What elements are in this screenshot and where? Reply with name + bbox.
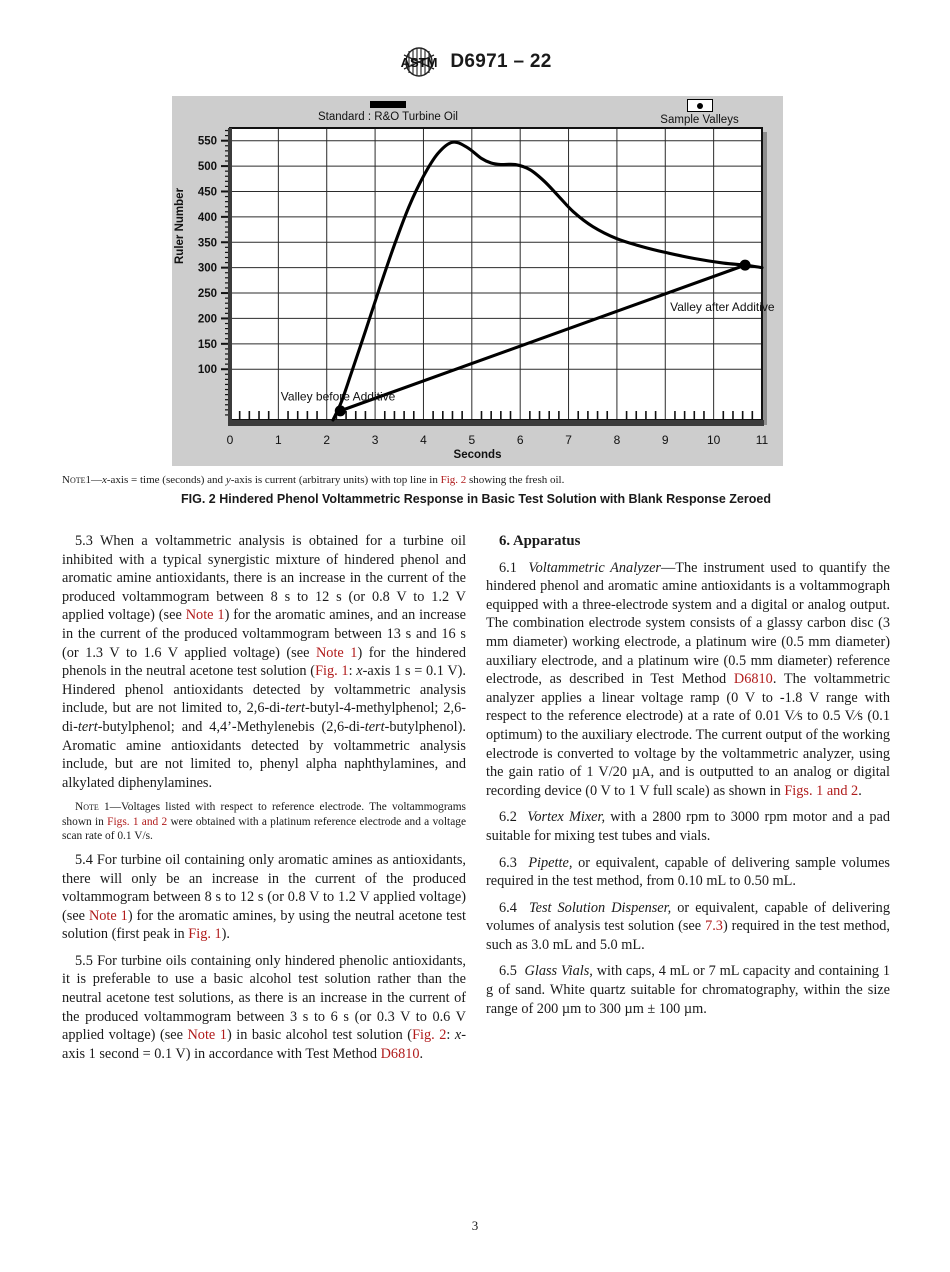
svg-text:11: 11 xyxy=(755,433,769,447)
p64-t1: or equivalent, capable of delivering volumes of analysis test solution (see xyxy=(486,899,890,935)
p53-i3: tert xyxy=(77,718,98,735)
page-number: 3 xyxy=(471,1218,479,1233)
p55-t1: For turbine oils containing only hindered phenolic antioxidants, it is preferable to use a basic alcohol test solution rather than the neutral acetone test solutions, as there is an increase in the current of the produced voltammogram between 3 s to 6 s (or 0.3 V to 0.6 V applied voltage) (see xyxy=(62,952,466,1044)
paragraph-6-4 xyxy=(486,899,890,955)
p55-ref-d6810[interactable]: D6810 xyxy=(380,1045,420,1062)
figure-title: FIG. 2 Hindered Phenol Voltammetric Response in Basic Test Solution with Blank Response Zeroed xyxy=(181,492,771,506)
p55-t4: -axis 1 second = 0.1 V) in accordance with Test Method xyxy=(62,1027,467,1062)
para-number-6-2: 6.2 xyxy=(499,809,517,826)
astm-logo-icon xyxy=(398,46,440,78)
p54-t3: ). xyxy=(221,926,230,943)
legend-label-sample-valleys: Sample Valleys xyxy=(660,114,739,126)
p53-t4: : xyxy=(348,663,357,680)
p61-ref-figs12[interactable]: Figs. 1 and 2 xyxy=(784,782,859,799)
p53-i4: tert xyxy=(364,718,385,735)
p55-t5: . xyxy=(419,1045,424,1062)
svg-text:5: 5 xyxy=(468,433,476,447)
p65-title: Glass Vials, xyxy=(524,963,593,980)
p63-t1: or equivalent, capable of delivering sample volumes required in the test method, from 0.10 mL to 0.50 mL. xyxy=(486,854,890,890)
paragraph-5-5 xyxy=(62,952,466,1064)
p61-t2: . The voltammetric analyzer applies a linear voltage ramp (0 V to -1.8 V range with respect to the reference electrode) at a rate of 0.01 V⁄s to 0.5 V⁄s (0.1 optimum) to the auxiliary electrode. The current output of the working electrode is converted to voltage by the voltammetric analyzer, using the gain ratio of 1 V/20 µA, and is outputted to an analog or digital recording device (0 V to 1 V full scale) as shown in xyxy=(486,671,891,799)
svg-text:10: 10 xyxy=(706,433,721,447)
para-number-6-3: 6.3 xyxy=(499,854,517,871)
svg-text:200: 200 xyxy=(197,313,217,326)
note1-label: Note xyxy=(75,801,99,814)
svg-text:550: 550 xyxy=(197,135,217,148)
svg-text:Valley after Additive: Valley after Additive xyxy=(670,299,775,314)
paragraph-5-4 xyxy=(62,851,466,944)
page-header xyxy=(0,46,950,78)
chart-x-axis-label: Seconds xyxy=(453,449,502,461)
figure-note-t1: 1— xyxy=(85,474,102,486)
p53-i2: tert xyxy=(285,700,305,717)
svg-text:1: 1 xyxy=(275,433,282,447)
p53-t2: ) for the aromatic amines, and an increase in the current of the produced voltammogram between 13 s and 16 s (or 1.3 V to 1.6 V applied voltage) (see xyxy=(62,607,467,661)
p64-t2: ) required in the test method, such as 3.0 mL and 5.0 mL. xyxy=(486,918,890,953)
p61-ref-d6810[interactable]: D6810 xyxy=(733,671,773,688)
paragraph-5-3 xyxy=(62,532,466,792)
chart-y-axis-label: Ruler Number xyxy=(174,187,186,264)
figure-2-chart xyxy=(172,96,783,466)
p53-t7: -butylphenol; and 4,4’-Methylenebis (2,6-di- xyxy=(97,718,365,735)
paragraph-6-5 xyxy=(486,962,890,1018)
note-1-left xyxy=(62,800,466,843)
figure-note-prefix: Note xyxy=(62,474,86,486)
p54-t1: For turbine oil containing only aromatic amines as antioxidants, there will only be an increase in the current of the produced voltammogram between 8 s to 12 s (or 0.8 V to 1.2 V applied voltage) (see xyxy=(62,851,466,924)
svg-text:8: 8 xyxy=(613,433,621,447)
p53-t5: -axis 1 s = 0.1 V). Hindered phenol antioxidants detected by voltammetric analysis include, but are not limited to, 2,6-di- xyxy=(62,663,467,717)
p61-t3: . xyxy=(858,782,862,799)
svg-text:100: 100 xyxy=(197,364,217,377)
paragraph-6-2 xyxy=(486,808,890,845)
chart-plot-svg xyxy=(172,96,783,466)
p55-ref-note1[interactable]: Note 1 xyxy=(187,1027,227,1044)
p63-title: Pipette, xyxy=(528,854,573,871)
p53-ref-note1-a[interactable]: Note 1 xyxy=(185,607,225,624)
figure-note xyxy=(62,473,890,487)
p62-title: Vortex Mixer, xyxy=(527,809,606,826)
p62-t1: with a 2800 rpm to 3000 rpm motor and a pad suitable for mixing test tubes and vials. xyxy=(486,809,891,844)
svg-text:0: 0 xyxy=(226,433,234,447)
figure-note-t2: -axis = time (seconds) and xyxy=(106,474,226,486)
figure-note-t4: showing the fresh oil. xyxy=(466,474,565,486)
svg-text:3: 3 xyxy=(371,433,379,447)
svg-text:150: 150 xyxy=(197,338,217,351)
p61-title: Voltammetric Analyzer xyxy=(528,559,661,576)
p53-ref-fig1[interactable]: Fig. 1 xyxy=(315,663,349,680)
section-heading-6: 6. Apparatus xyxy=(499,533,581,549)
svg-text:350: 350 xyxy=(197,237,217,250)
p53-i1: x xyxy=(356,663,363,680)
svg-text:4: 4 xyxy=(420,433,427,447)
note1-ref-figs12[interactable]: Figs. 1 and 2 xyxy=(107,815,168,828)
figure-note-x: x xyxy=(102,474,107,486)
figure-note-t3: -axis is current (arbitrary units) with top line in xyxy=(230,474,441,486)
svg-text:400: 400 xyxy=(197,211,217,224)
para-number-5-4: 5.4 xyxy=(75,851,93,868)
para-number-5-5: 5.5 xyxy=(75,952,93,969)
svg-text:2: 2 xyxy=(323,433,331,447)
svg-text:300: 300 xyxy=(197,262,217,275)
svg-text:7: 7 xyxy=(565,433,572,447)
legend-label-standard: Standard : R&O Turbine Oil xyxy=(318,111,458,123)
p61-t1: —The instrument used to quantify the hindered phenol and aromatic amine antioxidants is a voltammograph equipped with a three-electrode system and a digital or analog output. The combination electrode system consists of a glassy carbon disc (3 mm diameter) working electrode, a platinum wire (0.5 mm diameter) auxiliary electrode, and a platinum wire (0.5 mm diameter) reference electrode, as described in Test Method xyxy=(486,559,890,688)
svg-text:250: 250 xyxy=(197,288,217,301)
p55-ref-fig2[interactable]: Fig. 2 xyxy=(412,1027,447,1044)
p65-t1: with caps, 4 mL or 7 mL capacity and containing 1 g of sand. White quartz suitable for chromatography, within the size range of 200 µm to 300 µm ± 100 µm. xyxy=(486,963,890,1017)
p55-i1: x xyxy=(454,1027,462,1044)
p64-title: Test Solution Dispenser, xyxy=(528,899,672,916)
para-number-6-5: 6.5 xyxy=(499,963,517,980)
p53-t6: -butyl-4-methylphenol; 2,6-di- xyxy=(62,700,466,735)
left-column xyxy=(62,532,466,1071)
paragraph-6-3 xyxy=(486,854,890,891)
p53-t1: When a voltammetric analysis is obtained for a turbine oil inhibited with a typical synergistic mixture of hindered phenol and aromatic amine antioxidants, there is an increase in the current of the produced voltammogram between 8 s to 12 s (or 0.8 V to 1.2 V applied voltage) (see xyxy=(62,533,466,624)
note1-t1: 1—Voltages listed with respect to reference electrode. The voltammograms shown in xyxy=(62,801,466,828)
document-designation: D6971 – 22 xyxy=(450,51,552,72)
p55-t2: ) in basic alcohol test solution ( xyxy=(226,1027,413,1044)
p54-ref-fig1[interactable]: Fig. 1 xyxy=(188,926,222,943)
p54-t2: ) for the aromatic amines, by using the neutral acetone test solution (first peak in xyxy=(62,907,467,943)
p55-t3: : xyxy=(446,1027,455,1044)
para-number-6-4: 6.4 xyxy=(499,899,517,916)
svg-text:500: 500 xyxy=(197,161,217,174)
p54-ref-note1[interactable]: Note 1 xyxy=(88,907,128,924)
note1-t2: were obtained with a platinum reference electrode and a voltage scan rate of 0.1 V/s. xyxy=(62,815,467,842)
right-column xyxy=(486,532,890,1026)
paragraph-6-1 xyxy=(486,559,890,801)
p53-t3: ) for the hindered phenols in the neutral acetone test solution ( xyxy=(62,644,466,680)
svg-text:ASTM: ASTM xyxy=(400,55,438,70)
svg-text:6: 6 xyxy=(516,433,524,447)
p64-ref-73[interactable]: 7.3 xyxy=(705,918,723,935)
figure-note-ref-fig2[interactable]: Fig. 2 xyxy=(440,474,467,486)
figure-note-y: y xyxy=(225,474,231,486)
svg-text:Valley before Additive: Valley before Additive xyxy=(280,389,396,404)
para-number-6-1: 6.1 xyxy=(499,559,517,576)
svg-text:450: 450 xyxy=(197,186,217,199)
p53-ref-note1-b[interactable]: Note 1 xyxy=(315,644,358,661)
p53-t8: -butylphenol). Aromatic amine antioxidants detected by voltammetric analysis include, but are not limited to, phenyl alpha naphthylamines, and alkylated diphenylamines. xyxy=(62,718,466,791)
svg-text:9: 9 xyxy=(661,433,669,447)
para-number-5-3: 5.3 xyxy=(75,533,93,549)
